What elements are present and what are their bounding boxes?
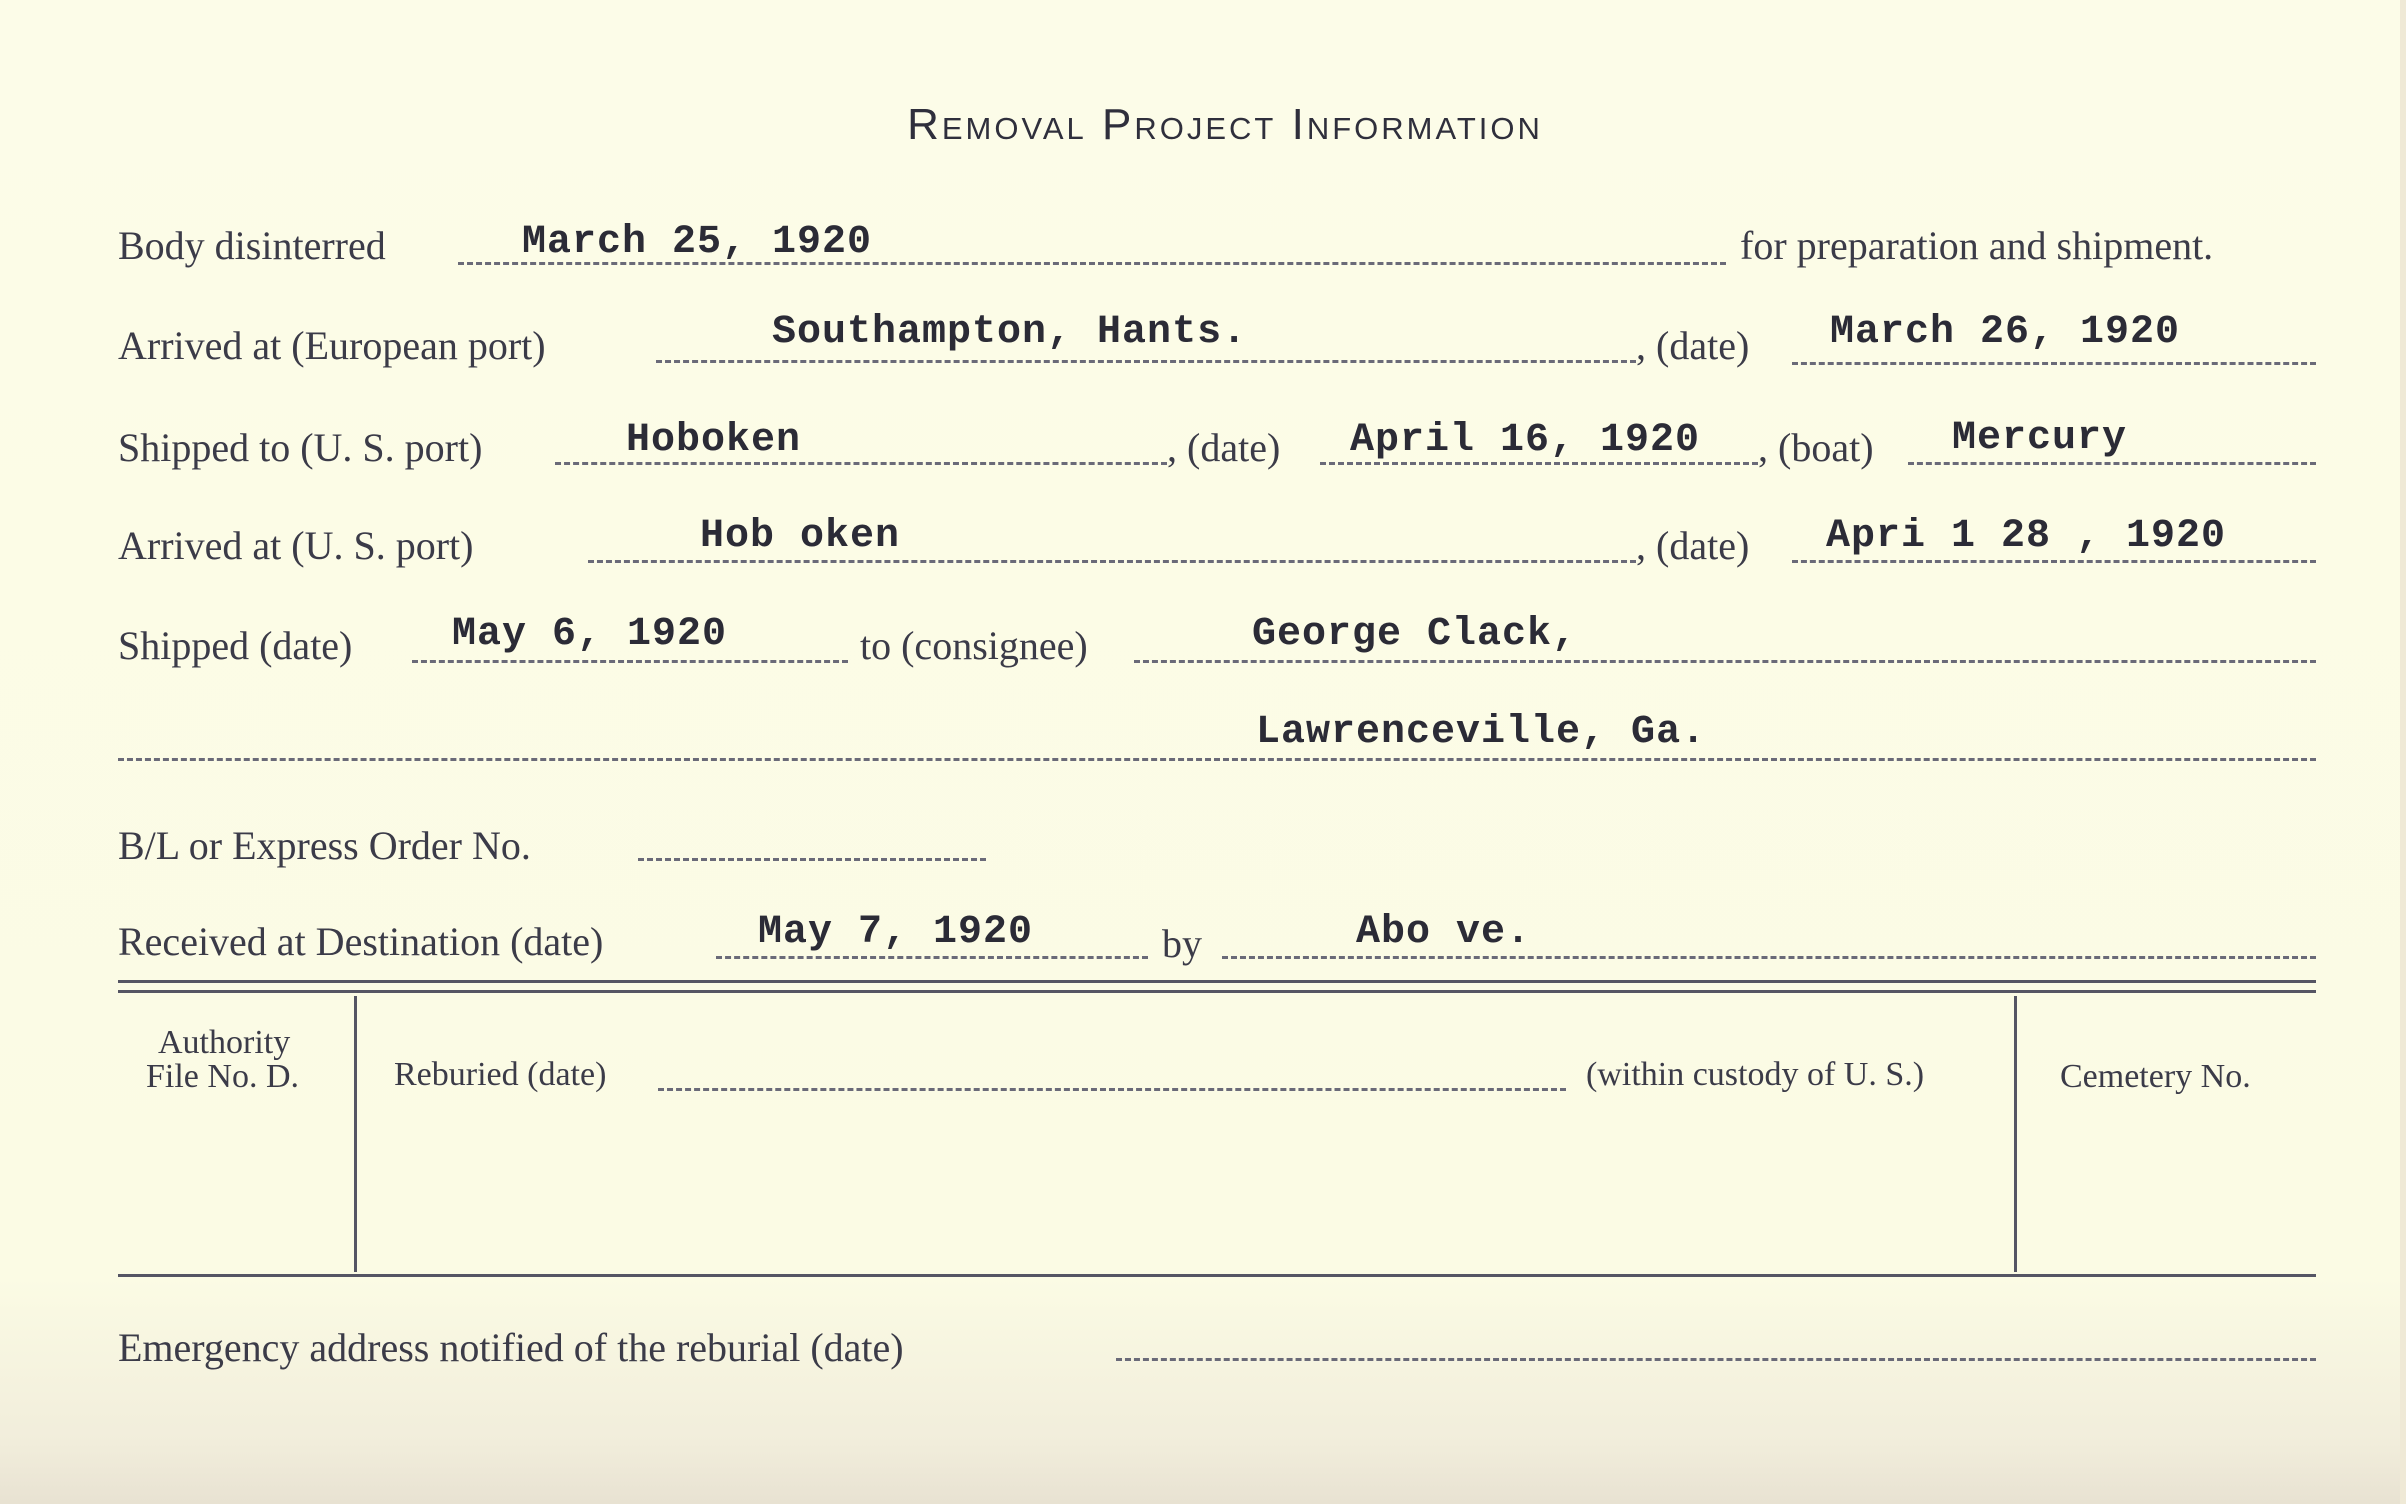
arrived-date-line (1792, 560, 2316, 563)
consignee-value: George Clack, (1252, 612, 1578, 657)
card-title: Removal Project Information (907, 100, 1543, 149)
consignee-label: to (consignee) (860, 623, 1088, 668)
arrived-date-label: , (date) (1636, 523, 1750, 568)
european-port-line (656, 360, 1636, 363)
reburied-line (658, 1088, 1566, 1091)
boat-line (1908, 462, 2316, 465)
shipped-date-label: , (date) (1167, 425, 1281, 470)
consignee-line (1134, 660, 2316, 663)
emergency-label: Emergency address notified of the reburial (date) (118, 1325, 904, 1370)
by-line (1222, 956, 2316, 959)
european-date-line (1792, 362, 2316, 365)
arrived-date-value: Apri 1 28 , 1920 (1826, 514, 2227, 559)
shipped-port-value: Hoboken (626, 418, 802, 463)
disinterred-suffix: for preparation and shipment. (1740, 223, 2214, 268)
received-value: May 7, 1920 (758, 910, 1034, 955)
reburied-label: Reburied (date) (394, 1056, 607, 1093)
shipped-date-value: April 16, 1920 (1350, 418, 1701, 463)
cemetery-label: Cemetery No. (2060, 1058, 2251, 1095)
table-divider-right (2014, 996, 2017, 1272)
table-divider-left (354, 996, 357, 1272)
european-port-label: Arrived at (European port) (118, 323, 546, 368)
disinterred-value: March 25, 1920 (522, 220, 873, 265)
european-date-label: , (date) (1636, 323, 1750, 368)
table-top-rule (118, 980, 2316, 983)
european-port-value: Southampton, Hants. (772, 310, 1248, 355)
emergency-line (1116, 1358, 2316, 1361)
arrived-port-value: Hob oken (700, 514, 901, 559)
shipped-date-row-line (412, 660, 848, 663)
received-line (716, 956, 1148, 959)
authority-label-2: File No. D. (146, 1058, 299, 1095)
boat-value: Mercury (1952, 416, 2128, 461)
boat-label: , (boat) (1758, 425, 1874, 470)
custody-label: (within custody of U. S.) (1586, 1056, 1925, 1093)
consignee-line-2 (118, 758, 2316, 761)
table-bottom-rule (118, 1274, 2316, 1277)
received-label: Received at Destination (date) (118, 919, 604, 964)
consignee-value-2: Lawrenceville, Ga. (1256, 710, 1707, 755)
authority-label-1: Authority (158, 1024, 291, 1061)
by-label: by (1162, 921, 1202, 966)
european-date-value: March 26, 1920 (1830, 310, 2181, 355)
disinterred-label: Body disinterred (118, 223, 386, 268)
table-top-rule-2 (118, 990, 2316, 993)
arrived-port-line (588, 560, 1636, 563)
arrived-port-label: Arrived at (U. S. port) (118, 523, 474, 568)
by-value: Abo ve. (1356, 910, 1532, 955)
shipped-date-row-value: May 6, 1920 (452, 612, 728, 657)
shipped-date-row-label: Shipped (date) (118, 623, 353, 668)
shipped-port-label: Shipped to (U. S. port) (118, 425, 483, 470)
bl-order-line (638, 858, 986, 861)
bl-order-label: B/L or Express Order No. (118, 823, 531, 868)
